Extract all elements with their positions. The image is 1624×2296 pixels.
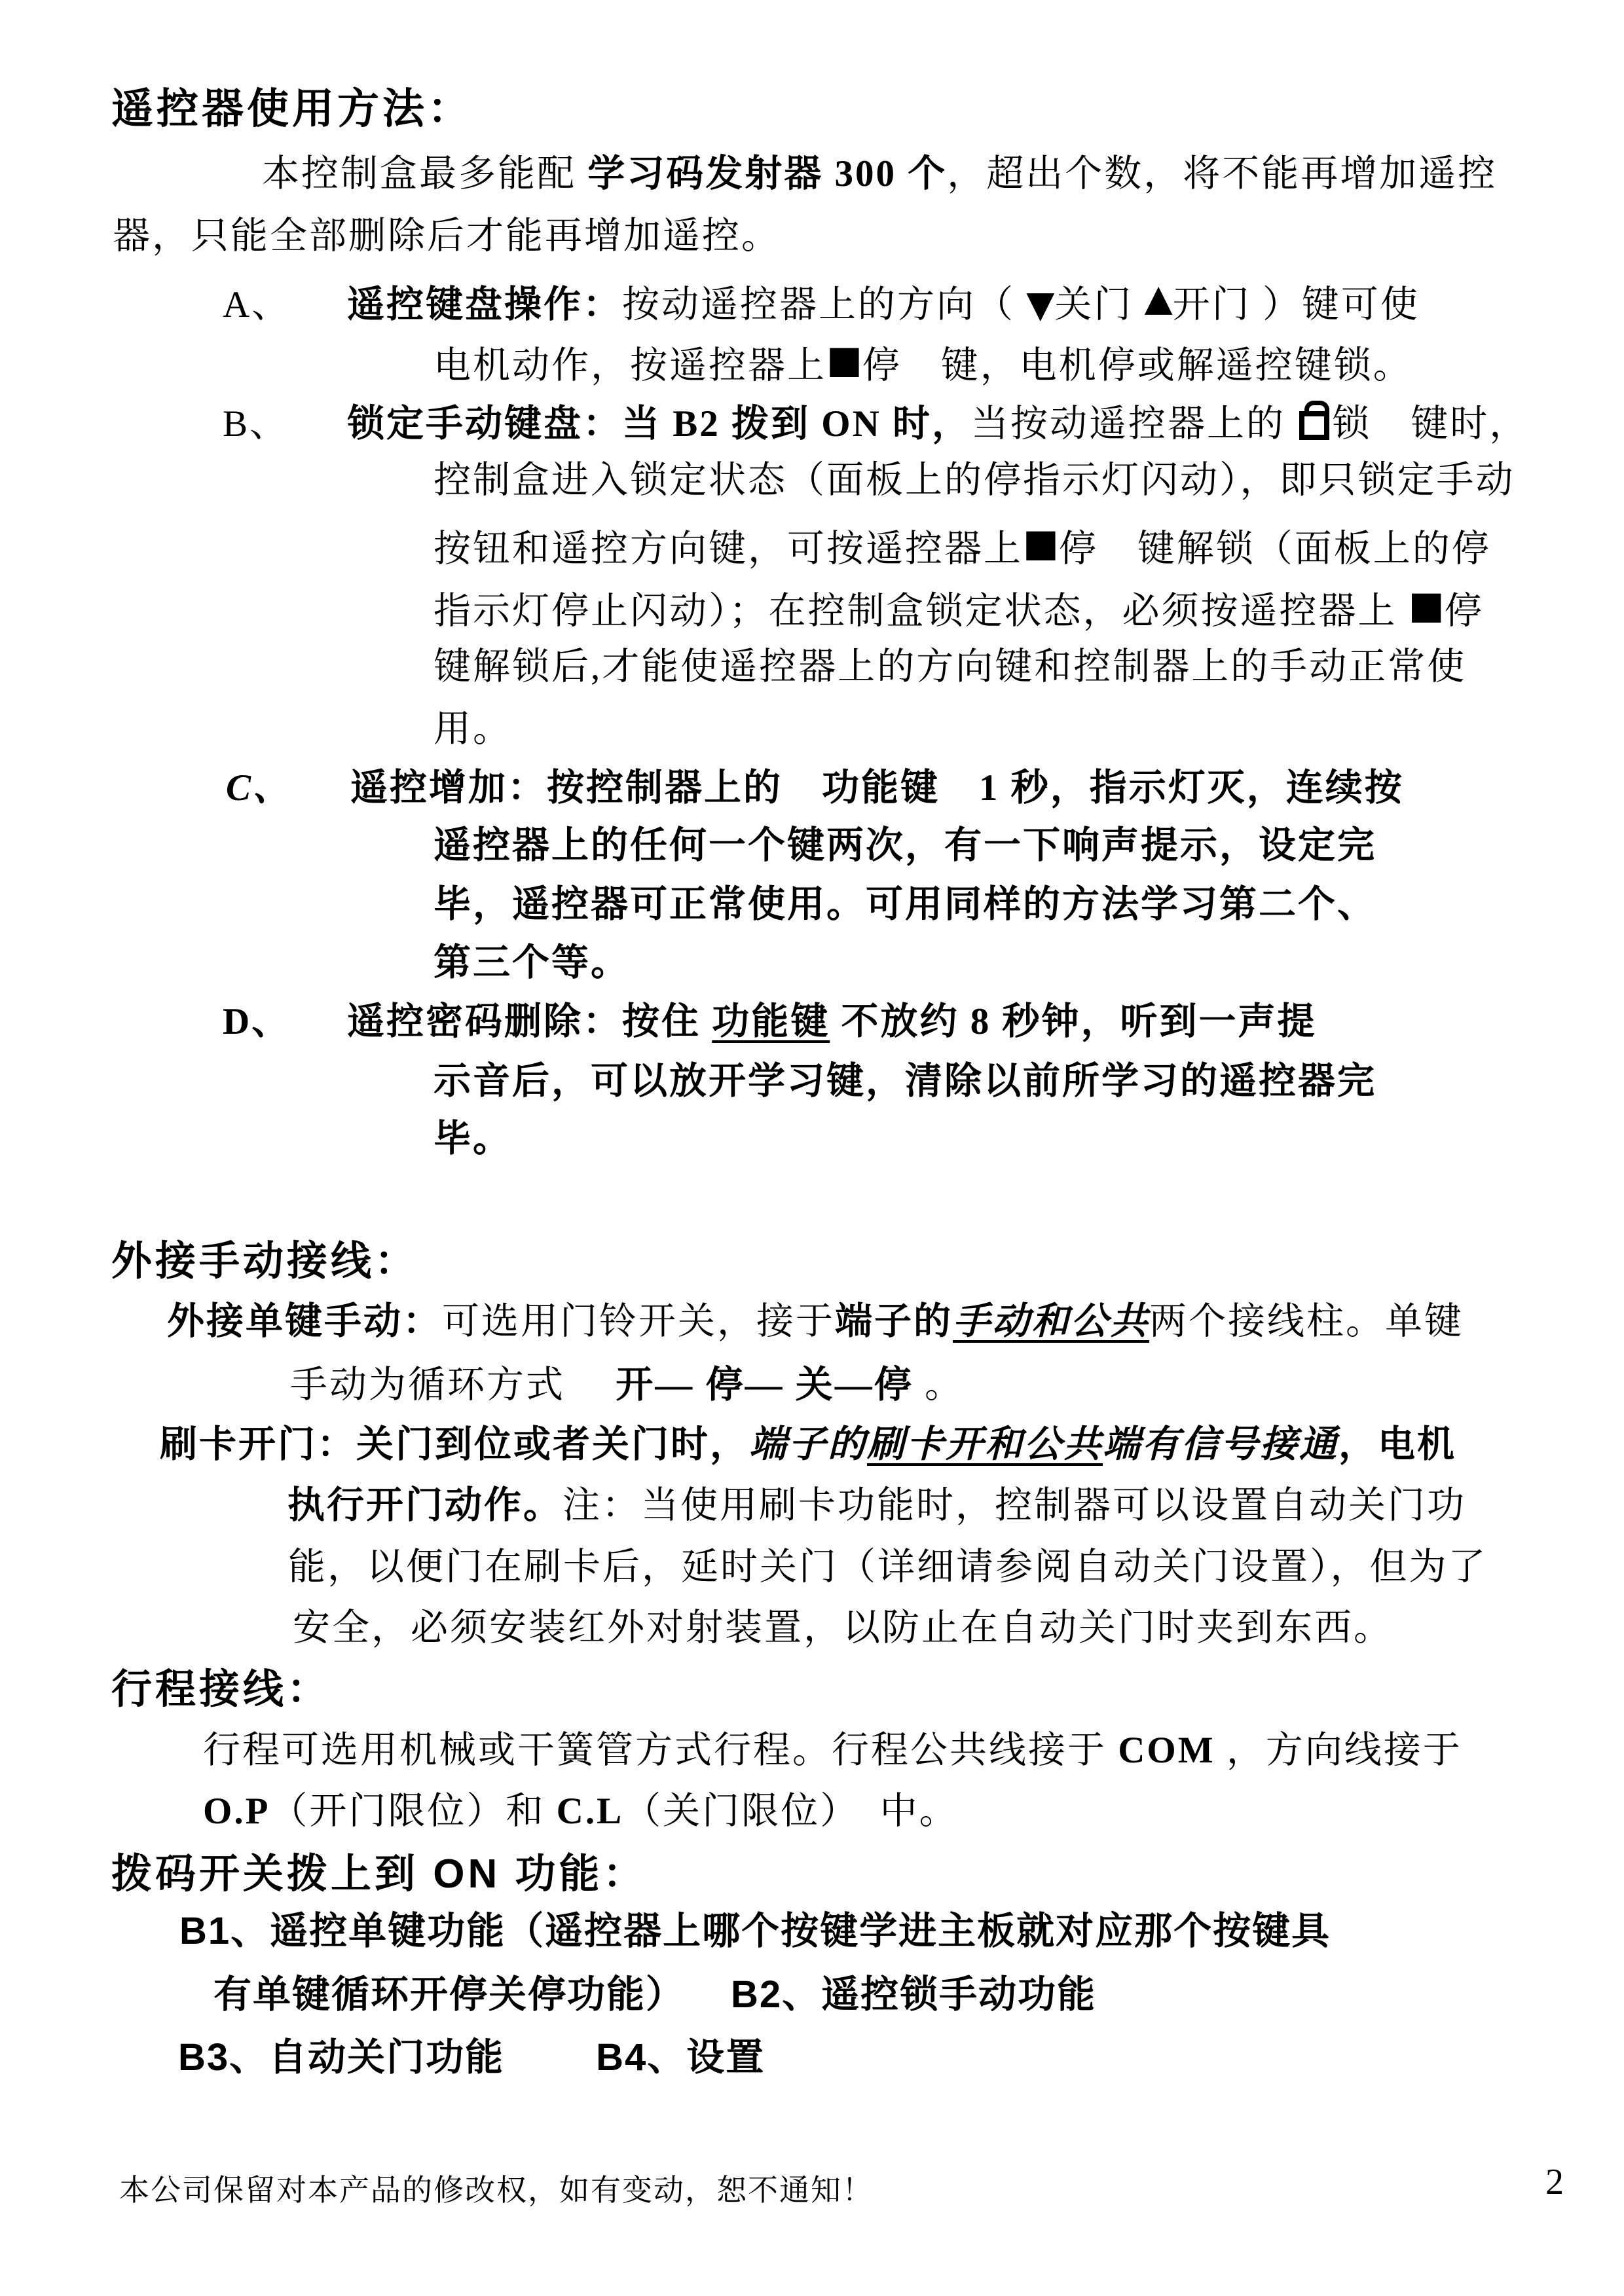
cycle-end: 。: [913, 1364, 964, 1406]
op-terminal: O.P: [203, 1791, 270, 1832]
footer-note: 本公司保留对本产品的修改权，如有变动，恕不通知！: [119, 2174, 874, 2207]
dip-switch-heading: 拨码开关拨上到 ON 功能：: [111, 1851, 647, 1897]
item-a-close-label: 关门: [1054, 284, 1145, 325]
cl-desc: （关门限位） 中。: [623, 1791, 959, 1832]
intro-line-1: [262, 152, 1497, 196]
item-b-text5: 指示灯停止闪动）；在控制盒锁定状态，必须按遥控器上: [434, 591, 1409, 632]
item-a-line-2: [434, 337, 1412, 388]
page-number: 2: [1545, 2162, 1566, 2202]
item-c-text1: 遥控增加：按控制器上的 功能键 1 秒，指示灯灭，连续按: [350, 767, 1404, 809]
cycle-mode-text: 手动为循环方式: [290, 1364, 616, 1406]
card-note-text: 注：当使用刷卡功能时，控制器可以设置自动关门功: [563, 1485, 1466, 1526]
manual-wiring-line-2: [290, 1363, 964, 1408]
cl-terminal: C.L: [556, 1791, 624, 1832]
dip-b1-cont: 有单键循环开停关停功能）: [213, 1973, 686, 2016]
item-d-line-3: 毕。: [434, 1118, 512, 1159]
travel-wiring-heading: 行程接线：: [111, 1667, 331, 1712]
item-b-text4: 停 键解锁（面板上的停: [1058, 528, 1491, 570]
dip-b3: B3、自动关门功能: [178, 2036, 505, 2079]
intro-bold-capacity: 学习码发射器 300 个: [587, 153, 948, 194]
item-a-text3: 停 键，电机停或解遥控键锁。: [862, 345, 1412, 386]
item-d-label: D、: [223, 1001, 291, 1042]
cycle-sequence: 开— 停— 关—停: [616, 1364, 913, 1406]
item-d-text: 不放约 8 秒钟，听到一声提: [830, 1001, 1317, 1042]
op-desc: （开门限位）和: [270, 1791, 557, 1832]
item-a-text2: 电机动作，按遥控器上: [434, 345, 826, 386]
card-open-line-1: [160, 1423, 1456, 1467]
intro-text-cont: ，超出个数，将不能再增加遥控: [947, 153, 1498, 194]
open-door-arrow-icon: ▲: [1144, 277, 1173, 319]
item-c-line-2: 遥控器上的任何一个键两次，有一下响声提示，设定完: [434, 825, 1376, 866]
item-b-line-5: 键解锁后,才能使遥控器上的方向键和控制器上的手动正常使: [434, 646, 1467, 687]
item-b-line-2: 控制盒进入锁定状态（面板上的停指示灯闪动），即只锁定手动: [434, 460, 1515, 501]
page-title: 遥控器使用方法：: [111, 85, 473, 132]
dip-line-2: [213, 1972, 1096, 2018]
item-c-line-4: 第三个等。: [434, 942, 630, 983]
manual-text2: 两个接线柱。单键: [1149, 1301, 1464, 1342]
lock-icon: [1299, 401, 1329, 440]
item-d-line-2: 示音后，可以放开学习键，清除以前所学习的遥控器完: [434, 1061, 1376, 1102]
item-b-line-3: [434, 520, 1491, 572]
manual-wiring-heading: 外接手动接线：: [111, 1239, 419, 1284]
single-key-label: 外接单键手动：: [167, 1301, 442, 1342]
card-motor-text: ，电机: [1338, 1424, 1456, 1465]
stop-key-icon: ■: [1408, 583, 1445, 627]
travel-text1: 行程可选用机械或干簧管方式行程。行程公共线接于: [203, 1730, 1118, 1771]
dip-b4: B4、设置: [596, 2036, 766, 2079]
item-a-line-1: [223, 276, 1420, 327]
travel-text2: ，方向线接于: [1215, 1730, 1462, 1771]
lock-body: [1299, 411, 1329, 440]
card-signal-text: 端有信号接通: [1103, 1424, 1338, 1465]
stop-key-icon: ■: [1023, 520, 1059, 565]
terminal-names: 手动和公共: [953, 1301, 1149, 1342]
item-b-heading: 锁定手动键盘：当 B2 拨到 ON 时，: [347, 403, 972, 445]
intro-text: 本控制盒最多能配: [262, 153, 588, 194]
item-a-open-label: 开门 ）键可使: [1172, 284, 1420, 325]
card-terminal-prefix: 端子的: [749, 1424, 867, 1465]
dip-b2: B2、遥控锁手动功能: [731, 1973, 1097, 2016]
card-terminal-names: 刷卡开和公共: [867, 1424, 1103, 1465]
intro-line-2: 器，只能全部删除后才能再增加遥控。: [113, 215, 781, 257]
item-b-line-6: 用。: [434, 708, 512, 750]
manual-wiring-line-1: [167, 1300, 1464, 1344]
card-open-line-4: 安全，必须安装红外对射装置，以防止在自动关门时夹到东西。: [293, 1607, 1393, 1649]
item-a-text: 按动遥控器上的方向（: [622, 284, 1027, 325]
travel-line-1: [203, 1728, 1462, 1773]
item-c-line-1: [226, 766, 1404, 811]
manual-text1: 可选用门铃开关，接于: [442, 1301, 835, 1342]
card-open-label: 刷卡开门：: [160, 1424, 356, 1465]
item-c-line-3: 毕，遥控器可正常使用。可用同样的方法学习第二个、: [434, 884, 1376, 925]
item-d-function-key: 功能键: [712, 1001, 830, 1042]
item-b-label: B、: [223, 403, 289, 445]
terminal-prefix: 端子的: [835, 1301, 953, 1342]
card-open-line-2: [287, 1484, 1466, 1528]
dip-line-1: B1、遥控单键功能（遥控器上哪个按键学进主板就对应那个按键具: [179, 1910, 1331, 1952]
card-open-line-3: 能，以便门在刷卡后，延时关门（详细请参阅自动关门设置），但为了: [288, 1546, 1488, 1588]
item-b-text2: 锁 键时，: [1332, 403, 1529, 445]
item-a-heading: 遥控键盘操作：: [347, 284, 622, 325]
item-b-line-4: [434, 583, 1484, 634]
card-text1: 关门到位或者关门时，: [356, 1424, 749, 1465]
item-b-text6: 停: [1444, 591, 1484, 632]
dip-line-3: [178, 2035, 765, 2081]
item-b-line-1: [223, 401, 1528, 446]
travel-line-2: [203, 1789, 959, 1834]
item-d-line-1: [223, 1000, 1317, 1044]
close-door-arrow-icon: ▼: [1026, 283, 1055, 326]
card-action-text: 执行开门动作。: [287, 1485, 563, 1526]
com-terminal: COM: [1118, 1730, 1215, 1771]
item-a-label: A、: [223, 284, 291, 325]
stop-key-icon: ■: [826, 337, 862, 382]
item-b-text: 当按动遥控器上的: [971, 403, 1297, 445]
item-c-label: C、: [226, 767, 293, 809]
item-b-text3: 按钮和遥控方向键，可按遥控器上: [434, 528, 1023, 570]
item-d-heading: 遥控密码删除：按住: [347, 1001, 712, 1042]
